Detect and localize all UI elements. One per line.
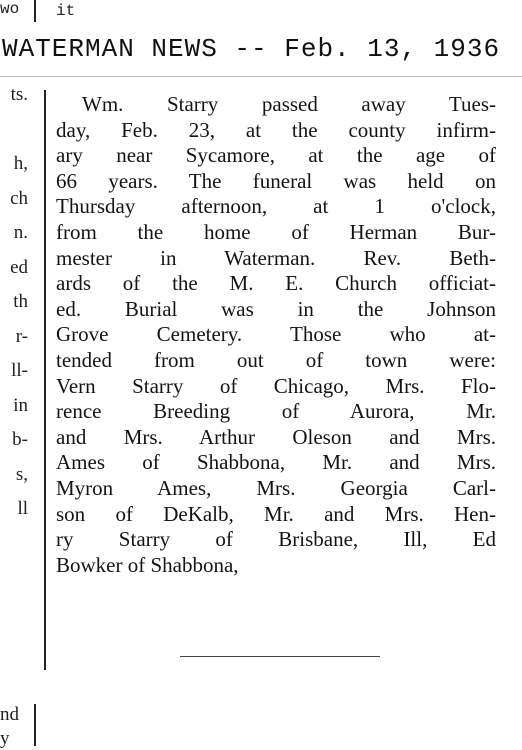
article-line: tended from out of town were: [56, 347, 496, 372]
bottom-fragment-2: y [0, 728, 10, 749]
article-line: son of DeKalb, Mr. and Mrs. Hen- [56, 501, 496, 526]
article-line: rence Breeding of Aurora, Mr. [56, 399, 496, 424]
top-fragment-right-text: it [56, 2, 76, 20]
article-line: ary near Sycamore, at the age of [56, 143, 496, 168]
bottom-divider [34, 704, 36, 746]
bottom-fragment-1: nd [0, 704, 19, 725]
top-fragment-right [56, 2, 75, 20]
masthead-rule [0, 76, 522, 77]
article-line: Bowker of Shabbona, [56, 552, 239, 577]
article-line: Grove Cemetery. Those who at- [56, 322, 496, 347]
article-line: Myron Ames, Mrs. Georgia Carl- [56, 475, 496, 500]
left-fragment-line: r- [15, 325, 28, 347]
article-line: day, Feb. 23, at the county infirm- [56, 117, 496, 142]
column-divider [44, 90, 46, 670]
left-fragment-line [0, 119, 30, 154]
left-fragment-line: ll [17, 498, 28, 519]
article-line: mester in Waterman. Rev. Beth- [56, 245, 496, 270]
left-fragment-line: b- [12, 429, 28, 450]
top-fragment-left: wo [0, 0, 20, 18]
left-column-fragments [0, 84, 30, 533]
article-line: and Mrs. Arthur Oleson and Mrs. [56, 424, 496, 449]
left-fragment-line: h, [13, 153, 28, 174]
left-fragment-line: n. [13, 222, 28, 243]
article-line: Ames of Shabbona, Mr. and Mrs. [56, 450, 496, 475]
left-fragment-line: ch [10, 187, 28, 209]
article-line: from the home of Herman Bur- [56, 219, 496, 244]
left-fragment-line: ed [10, 256, 28, 278]
article-line: ry Starry of Brisbane, Ill, Ed [56, 527, 496, 552]
article-line: Thursday afternoon, at 1 o'clock, [56, 194, 496, 219]
article-end-rule [180, 656, 380, 657]
left-fragment-line: s, [15, 463, 28, 485]
left-fragment-line: ts. [10, 84, 28, 105]
article-line: ed. Burial was in the Johnson [56, 296, 496, 321]
article-line: Wm. Starry passed away Tues- [82, 92, 496, 116]
article-line: ards of the M. E. Church officiat- [56, 271, 496, 296]
left-fragment-line: ll- [11, 360, 28, 381]
masthead: WATERMAN NEWS -- Feb. 13, 1936 [2, 34, 501, 64]
article-line: Vern Starry of Chicago, Mrs. Flo- [56, 373, 496, 398]
top-fragment [0, 0, 19, 18]
left-fragment-line: th [13, 291, 28, 312]
left-fragment-line: in [13, 394, 28, 416]
article-line: 66 years. The funeral was held on [56, 168, 496, 193]
top-fragment-divider [34, 0, 36, 22]
obituary-article [56, 92, 496, 578]
